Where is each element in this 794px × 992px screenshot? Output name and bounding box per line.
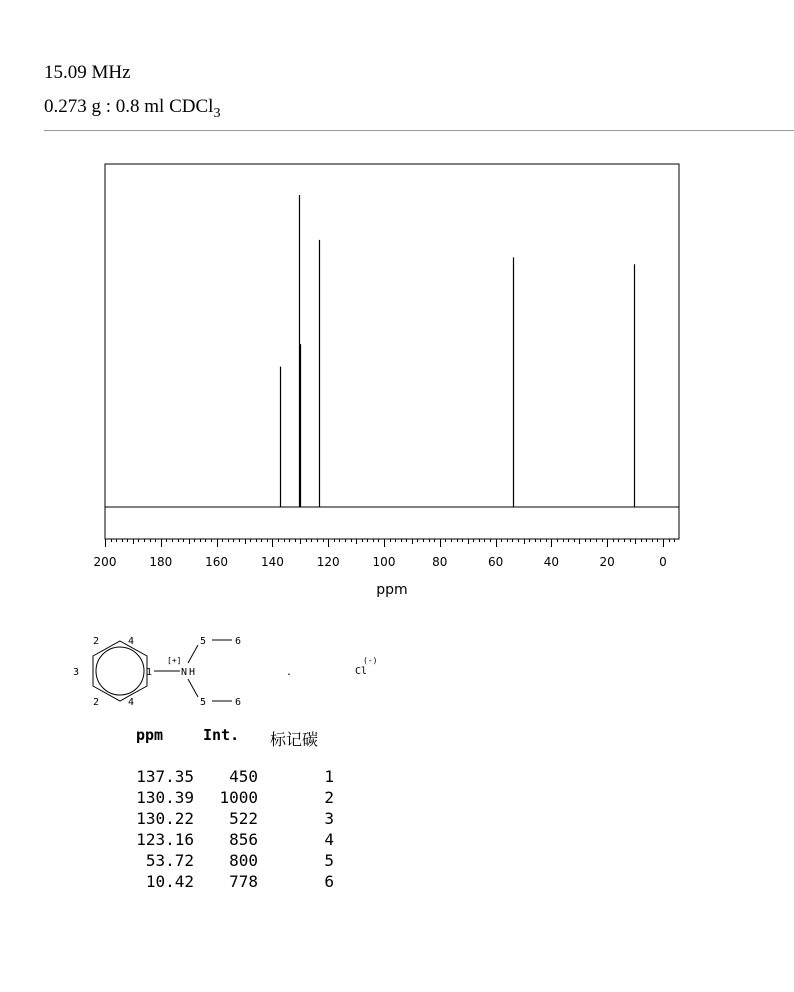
table-cell-ppm: 10.42 [145,872,194,891]
salt-dot: . [286,667,293,678]
col-header-carbon: 标记碳 [270,730,319,749]
counterion-label: Cl [355,666,368,677]
sample-subscript: 3 [213,105,221,121]
x-tick-label: 0 [659,555,667,569]
table-cell-carbon: 6 [324,872,334,891]
bond-n-c5-bottom [188,679,198,697]
atom-label-1: 1 [146,667,153,678]
table-cell-ppm: 137.35 [136,767,194,786]
molecule-structure [60,625,420,715]
table-cell-ppm: 123.16 [136,830,194,849]
plot-frame [105,164,679,539]
atom-label-2-bottom: 2 [93,697,100,708]
table-cell-carbon: 5 [324,851,334,870]
table-cell-carbon: 1 [324,767,334,786]
atom-label-5-top: 5 [200,636,207,647]
hydrogen-label: H [189,667,196,678]
atom-label-5-bottom: 5 [200,697,207,708]
table-cell-int: 450 [229,767,258,786]
col-header-int: Int. [203,726,240,744]
table-cell-ppm: 130.39 [136,788,194,807]
nitrogen-label: N [181,667,188,678]
atom-label-4-bottom: 4 [128,697,135,708]
x-tick-label: 140 [260,555,284,569]
atom-label-2-top: 2 [93,636,100,647]
x-tick-label: 180 [149,555,173,569]
table-cell-ppm: 53.72 [145,851,194,870]
atom-label-6-bottom: 6 [235,697,242,708]
atom-label-6-top: 6 [235,636,242,647]
table-cell-int: 522 [229,809,258,828]
table-cell-carbon: 4 [324,830,334,849]
table-cell-int: 1000 [219,788,258,807]
x-axis-ticks [94,539,675,569]
table-cell-ppm: 130.22 [136,809,194,828]
x-tick-label: 40 [543,555,560,569]
n-positive-charge: [+] [167,656,182,665]
table-cell-carbon: 2 [324,788,334,807]
counterion-charge: (-) [363,656,378,665]
x-tick-label: 120 [316,555,340,569]
table-cell-carbon: 3 [324,809,334,828]
bond-n-c5-top [188,645,198,663]
table-cell-int: 800 [229,851,258,870]
x-tick-label: 60 [487,555,504,569]
peaks-layer [105,195,679,507]
col-header-ppm: ppm [136,726,164,744]
x-axis-title: ppm [376,582,408,598]
sample-text: 0.273 g : 0.8 ml CDCl [44,96,214,117]
x-tick-label: 200 [93,555,117,569]
x-tick-label: 100 [372,555,396,569]
x-tick-label: 80 [432,555,448,569]
atom-label-4-top: 4 [128,636,135,647]
x-tick-label: 20 [599,555,615,569]
aromatic-circle [96,647,144,695]
table-cell-int: 778 [229,872,258,891]
atom-label-3: 3 [73,667,80,678]
x-tick-label: 160 [205,555,229,569]
benzene-ring [93,641,147,701]
table-cell-int: 856 [229,830,258,849]
frequency-label: 15.09 MHz [44,62,131,83]
